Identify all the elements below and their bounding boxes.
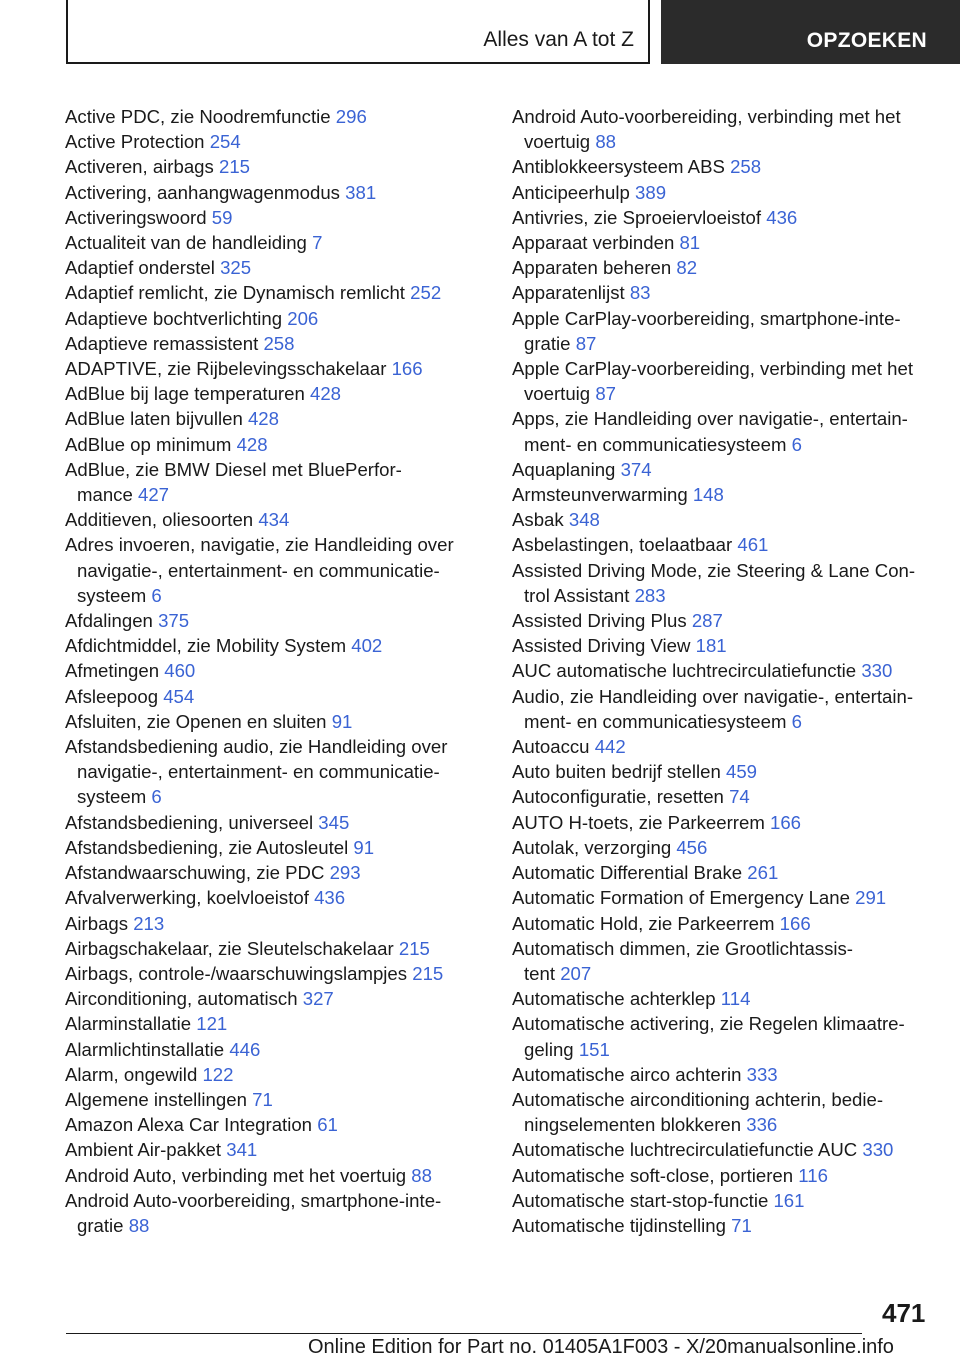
index-entry — [65, 457, 485, 507]
entry-text: Apparatenlijst — [512, 282, 625, 304]
entry-text: Afstandsbediening audio, zie Handleiding over — [65, 736, 448, 758]
page-link[interactable]: 148 — [692, 484, 724, 506]
index-entry — [512, 1137, 932, 1162]
page-link[interactable]: 59 — [211, 206, 233, 228]
entry-text: Airbags, controle-/waarschuwingslampjes — [65, 962, 408, 984]
page-link[interactable]: 116 — [798, 1164, 828, 1186]
index-entry — [512, 835, 932, 860]
index-entry — [512, 684, 932, 734]
entry-text: Alarm, ongewild — [65, 1063, 198, 1085]
page-link[interactable]: 121 — [196, 1013, 228, 1035]
page-link[interactable]: 87 — [575, 332, 597, 354]
entry-text: navigatie-, entertainment- en communicatie- — [77, 761, 440, 783]
entry-text: Activering, aanhangwagenmodus — [65, 181, 340, 203]
page-link[interactable]: 454 — [163, 685, 195, 707]
index-entry — [512, 558, 932, 608]
index-entry — [512, 885, 932, 910]
entry-text: Adaptief remlicht, zie Dynamisch remlicht — [65, 282, 405, 304]
entry-text: Asbak — [512, 509, 564, 531]
entry-text: Automatisch dimmen, zie Grootlichtassis- — [512, 937, 853, 959]
index-entry — [512, 255, 932, 280]
page-link[interactable]: 261 — [747, 862, 779, 884]
index-entry — [512, 986, 932, 1011]
index-entry — [65, 860, 485, 885]
header-section-box — [66, 0, 650, 64]
footer-edition-text — [308, 1336, 908, 1362]
index-entry — [65, 658, 485, 683]
page-link[interactable]: 442 — [594, 736, 626, 758]
index-entry — [65, 104, 485, 129]
entry-text: Automatische soft-close, portieren — [512, 1164, 794, 1186]
page-link[interactable]: 291 — [855, 887, 887, 909]
entry-text: AdBlue op minimum — [65, 433, 232, 455]
entry-text: Anticipeerhulp — [512, 181, 630, 203]
index-entry — [512, 532, 932, 557]
index-entry — [65, 306, 485, 331]
index-entry — [65, 835, 485, 860]
index-entry — [65, 684, 485, 709]
header-tab-opzoeken[interactable] — [661, 0, 960, 64]
entry-text: systeem — [77, 584, 147, 606]
page-link[interactable]: 375 — [158, 610, 190, 632]
entry-text: Automatische start-stop-functie — [512, 1189, 769, 1211]
page-link[interactable]: 122 — [202, 1063, 234, 1085]
entry-text: Adaptieve bochtverlichting — [65, 307, 283, 329]
entry-text: voertuig — [524, 131, 591, 153]
entry-text: gratie — [524, 332, 571, 354]
page-link[interactable]: 434 — [258, 509, 290, 531]
entry-text: ADAPTIVE, zie Rijbelevingsschakelaar — [65, 358, 387, 380]
page-link[interactable]: 6 — [791, 710, 802, 732]
entry-text: Automatische activering, zie Regelen klimaatre- — [512, 1013, 905, 1035]
page-link[interactable]: 330 — [861, 660, 893, 682]
entry-text: ningselementen blokkeren — [524, 1114, 742, 1136]
page-link[interactable]: 341 — [226, 1139, 258, 1161]
index-entry — [512, 356, 932, 406]
entry-text: Automatische achterklep — [512, 988, 716, 1010]
entry-text: Activeren, airbags — [65, 156, 214, 178]
page-link[interactable]: 456 — [676, 836, 708, 858]
page-link[interactable]: 74 — [729, 786, 750, 808]
index-entry — [512, 507, 932, 532]
page-link[interactable]: 428 — [247, 408, 279, 430]
entry-text: Afdalingen — [65, 610, 153, 632]
page-link[interactable]: 325 — [220, 257, 252, 279]
entry-text: Android Auto, verbinding met het voertuig — [65, 1164, 407, 1186]
index-entry — [512, 1087, 932, 1137]
index-entry — [65, 936, 485, 961]
section-title: Alles van A tot Z — [483, 28, 634, 51]
page-link[interactable]: 427 — [137, 484, 170, 506]
entry-text: Activeringswoord — [65, 206, 207, 228]
index-entry — [65, 331, 485, 356]
index-entry — [65, 154, 485, 179]
entry-text: Adaptieve remassistent — [65, 332, 259, 354]
index-column-left — [65, 104, 485, 1238]
index-entry — [512, 784, 932, 809]
index-entry — [65, 532, 485, 608]
entry-text: Aquaplaning — [512, 458, 616, 480]
entry-text: Amazon Alexa Car Integration — [65, 1114, 313, 1136]
page-link[interactable]: 428 — [236, 433, 268, 455]
entry-text: Asbelastingen, toelaatbaar — [512, 534, 733, 556]
index-entry — [65, 205, 485, 230]
entry-text: Automatische airconditioning achterin, bedie- — [512, 1088, 884, 1110]
entry-text: Afsleepoog — [65, 685, 159, 707]
index-entry — [65, 356, 485, 381]
entry-text: Ambient Air-pakket — [65, 1139, 222, 1161]
entry-text: ment- en communicatiesysteem — [524, 433, 787, 455]
entry-text: Airbags — [65, 912, 129, 934]
page-link[interactable]: 258 — [730, 156, 762, 178]
page-link[interactable]: 381 — [345, 181, 377, 203]
entry-text: Antivries, zie Sproeiervloeistof — [512, 206, 762, 228]
page-link[interactable]: 151 — [578, 1038, 610, 1060]
index-entry — [512, 306, 932, 356]
index-entry — [65, 961, 485, 986]
entry-text: Assisted Driving Mode, zie Steering & Lane Con- — [512, 559, 916, 581]
index-entry — [65, 432, 485, 457]
page-link[interactable]: 91 — [331, 710, 353, 732]
index-entry — [65, 280, 485, 305]
page-link[interactable]: 345 — [318, 811, 350, 833]
page-link[interactable]: 161 — [773, 1189, 805, 1211]
index-entry — [512, 482, 932, 507]
index-entry — [65, 1062, 485, 1087]
entry-text: geling — [524, 1038, 574, 1060]
entry-text: Actualiteit van de handleiding — [65, 232, 307, 254]
entry-text: Automatische luchtrecirculatiefunctie AUC — [512, 1139, 858, 1161]
index-entry — [65, 230, 485, 255]
index-entry — [65, 1087, 485, 1112]
page-link[interactable]: 88 — [411, 1164, 432, 1186]
entry-text: Audio, zie Handleiding over navigatie-, entertain- — [512, 685, 914, 707]
entry-text: Alarminstallatie — [65, 1013, 192, 1035]
entry-text: Automatische airco achterin — [512, 1063, 742, 1085]
entry-text: Android Auto-voorbereiding, smartphone-inte- — [65, 1189, 442, 1211]
index-entry — [512, 280, 932, 305]
index-entry — [512, 658, 932, 683]
entry-text: tent — [524, 962, 556, 984]
page-link[interactable]: 283 — [634, 584, 666, 606]
index-entry — [512, 759, 932, 784]
entry-text: Afstandsbediening, zie Autosleutel — [65, 836, 349, 858]
entry-text: Antiblokkeersysteem ABS — [512, 156, 725, 178]
entry-text: Autoconfiguratie, resetten — [512, 786, 724, 808]
page-number: 471 — [882, 1298, 926, 1328]
footer-divider — [66, 1333, 862, 1334]
page-link[interactable]: 293 — [329, 862, 361, 884]
index-entry — [65, 129, 485, 154]
edition-text: Online Edition for Part no. 01405A1F003 - X/20 — [308, 1336, 728, 1358]
entry-text: Apparaten beheren — [512, 257, 672, 279]
entry-text: mance — [77, 484, 133, 506]
index-entry — [512, 936, 932, 986]
index-entry — [512, 1163, 932, 1188]
index-entry — [512, 406, 932, 456]
page-link[interactable]: 327 — [302, 988, 334, 1010]
entry-text: voertuig — [524, 383, 591, 405]
index-entry — [65, 911, 485, 936]
index-entry — [512, 180, 932, 205]
page-link[interactable]: 348 — [568, 509, 600, 531]
watermark-text: manualsonline.info — [727, 1336, 894, 1358]
index-entry — [65, 1163, 485, 1188]
entry-text: Android Auto-voorbereiding, verbinding met het — [512, 106, 901, 127]
page-link[interactable]: 374 — [620, 458, 652, 480]
page-link[interactable]: 296 — [335, 106, 367, 127]
page-link[interactable]: 6 — [791, 433, 802, 455]
index-entry — [512, 205, 932, 230]
page-link[interactable]: 82 — [676, 257, 698, 279]
entry-text: Afsluiten, zie Openen en sluiten — [65, 710, 327, 732]
index-entry — [512, 1011, 932, 1061]
entry-text: Automatische tijdinstelling — [512, 1214, 726, 1236]
page-link[interactable]: 428 — [309, 383, 342, 405]
entry-text: Apple CarPlay-voorbereiding, verbinding met het — [512, 358, 914, 380]
page-link[interactable]: 258 — [263, 332, 295, 354]
index-entry — [512, 230, 932, 255]
entry-text: Apps, zie Handleiding over navigatie-, entertain- — [512, 408, 908, 430]
entry-text: Armsteunverwarming — [512, 484, 688, 506]
page-link[interactable]: 91 — [353, 836, 375, 858]
page-link[interactable]: 436 — [314, 887, 346, 909]
page-link[interactable]: 252 — [410, 282, 442, 304]
page-link[interactable]: 6 — [151, 786, 162, 808]
page-link[interactable]: 181 — [695, 635, 727, 657]
entry-text: Active Protection — [65, 131, 205, 153]
index-entry — [65, 1011, 485, 1036]
page-link[interactable]: 460 — [164, 660, 196, 682]
index-entry — [65, 633, 485, 658]
entry-text: Autoaccu — [512, 736, 590, 758]
page-link[interactable]: 81 — [679, 232, 701, 254]
entry-text: systeem — [77, 786, 147, 808]
entry-text: Afstandsbediening, universeel — [65, 811, 314, 833]
index-entry — [65, 810, 485, 835]
page-link[interactable]: 446 — [229, 1038, 261, 1060]
index-entry — [65, 255, 485, 280]
index-entry — [65, 608, 485, 633]
page-link[interactable]: 114 — [720, 988, 751, 1010]
page-link[interactable]: 88 — [128, 1214, 150, 1236]
index-entry — [65, 709, 485, 734]
page-link[interactable]: 333 — [746, 1063, 778, 1085]
index-column-right — [512, 104, 932, 1238]
page-link[interactable]: 71 — [252, 1088, 273, 1110]
entry-text: Autolak, verzorging — [512, 836, 672, 858]
entry-text: AUTO H-toets, zie Parkeerrem — [512, 811, 765, 833]
entry-text: Additieven, oliesoorten — [65, 509, 254, 531]
index-entry — [512, 608, 932, 633]
entry-text: ment- en communicatiesysteem — [524, 710, 787, 732]
index-entry — [65, 734, 485, 810]
entry-text: AdBlue, zie BMW Diesel met BluePerfor- — [65, 458, 402, 480]
entry-text: Assisted Driving View — [512, 635, 691, 657]
entry-text: Automatic Formation of Emergency Lane — [512, 887, 850, 909]
page-link[interactable]: 436 — [766, 206, 798, 228]
index-entry — [512, 633, 932, 658]
page-link[interactable]: 330 — [862, 1139, 894, 1161]
page-link[interactable]: 88 — [595, 131, 617, 153]
entry-text: trol Assistant — [524, 584, 630, 606]
page-link[interactable]: 336 — [746, 1114, 778, 1136]
entry-text: Apparaat verbinden — [512, 232, 675, 254]
index-entry — [512, 1188, 932, 1213]
page-link[interactable]: 61 — [317, 1114, 338, 1136]
index-entry — [512, 104, 932, 154]
page-link[interactable]: 87 — [595, 383, 617, 405]
entry-text: Assisted Driving Plus — [512, 610, 687, 632]
page-link[interactable]: 402 — [351, 635, 383, 657]
index-entry — [512, 810, 932, 835]
page-link[interactable]: 71 — [731, 1214, 752, 1236]
page-link[interactable]: 7 — [312, 232, 323, 254]
page-link[interactable]: 6 — [151, 584, 162, 606]
index-entry — [512, 457, 932, 482]
entry-text: Active PDC, zie Noodremfunctie — [65, 106, 331, 127]
entry-text: AUC automatische luchtrecirculatiefunctie — [512, 660, 857, 682]
page-link[interactable]: 254 — [209, 131, 241, 153]
index-entry — [65, 406, 485, 431]
page-link[interactable]: 389 — [635, 181, 667, 203]
page-link[interactable]: 461 — [737, 534, 769, 556]
page-link[interactable]: 166 — [391, 358, 423, 380]
entry-text: Afstandwaarschuwing, zie PDC — [65, 862, 325, 884]
entry-text: Afmetingen — [65, 660, 160, 682]
entry-text: Airbagschakelaar, zie Sleutelschakelaar — [65, 937, 394, 959]
index-entry — [512, 1062, 932, 1087]
index-entry — [65, 986, 485, 1011]
tab-label: OPZOEKEN — [806, 29, 927, 52]
index-entry — [65, 180, 485, 205]
index-entry — [65, 1037, 485, 1062]
page-link[interactable]: 207 — [560, 962, 592, 984]
page-link[interactable]: 215 — [219, 156, 251, 178]
page-link[interactable]: 287 — [691, 610, 723, 632]
entry-text: gratie — [77, 1214, 124, 1236]
page-link[interactable]: 459 — [725, 761, 758, 783]
page-link[interactable]: 166 — [779, 912, 811, 934]
entry-text: AdBlue bij lage temperaturen — [65, 383, 305, 405]
index-entry — [65, 381, 485, 406]
index-entry — [65, 1112, 485, 1137]
index-entry — [512, 1213, 932, 1238]
entry-text: Afvalverwerking, koelvloeistof — [65, 887, 309, 909]
entry-text: Adres invoeren, navigatie, zie Handleiding over — [65, 534, 454, 556]
entry-text: Apple CarPlay-voorbereiding, smartphone-inte- — [512, 307, 901, 329]
page-link[interactable]: 213 — [133, 912, 165, 934]
entry-text: Alarmlichtinstallatie — [65, 1038, 225, 1060]
entry-text: AdBlue laten bijvullen — [65, 408, 243, 430]
entry-text: Auto buiten bedrijf stellen — [512, 761, 721, 783]
page-link[interactable]: 206 — [287, 307, 319, 329]
entry-text: Algemene instellingen — [65, 1088, 247, 1110]
index-entry — [512, 154, 932, 179]
entry-text: Automatic Differential Brake — [512, 862, 743, 884]
page-link[interactable]: 215 — [398, 937, 430, 959]
index-entry — [512, 911, 932, 936]
index-entry — [65, 1137, 485, 1162]
page-link[interactable]: 215 — [412, 962, 444, 984]
page-link[interactable]: 166 — [769, 811, 802, 833]
index-entry — [512, 734, 932, 759]
index-entry — [512, 860, 932, 885]
entry-text: Afdichtmiddel, zie Mobility System — [65, 635, 347, 657]
entry-text: Airconditioning, automatisch — [65, 988, 298, 1010]
entry-text: navigatie-, entertainment- en communicatie- — [77, 559, 440, 581]
entry-text: Automatic Hold, zie Parkeerrem — [512, 912, 775, 934]
page-link[interactable]: 83 — [629, 282, 651, 304]
index-entry — [65, 1188, 485, 1238]
index-entry — [65, 507, 485, 532]
index-entry — [65, 885, 485, 910]
entry-text: Adaptief onderstel — [65, 257, 215, 279]
